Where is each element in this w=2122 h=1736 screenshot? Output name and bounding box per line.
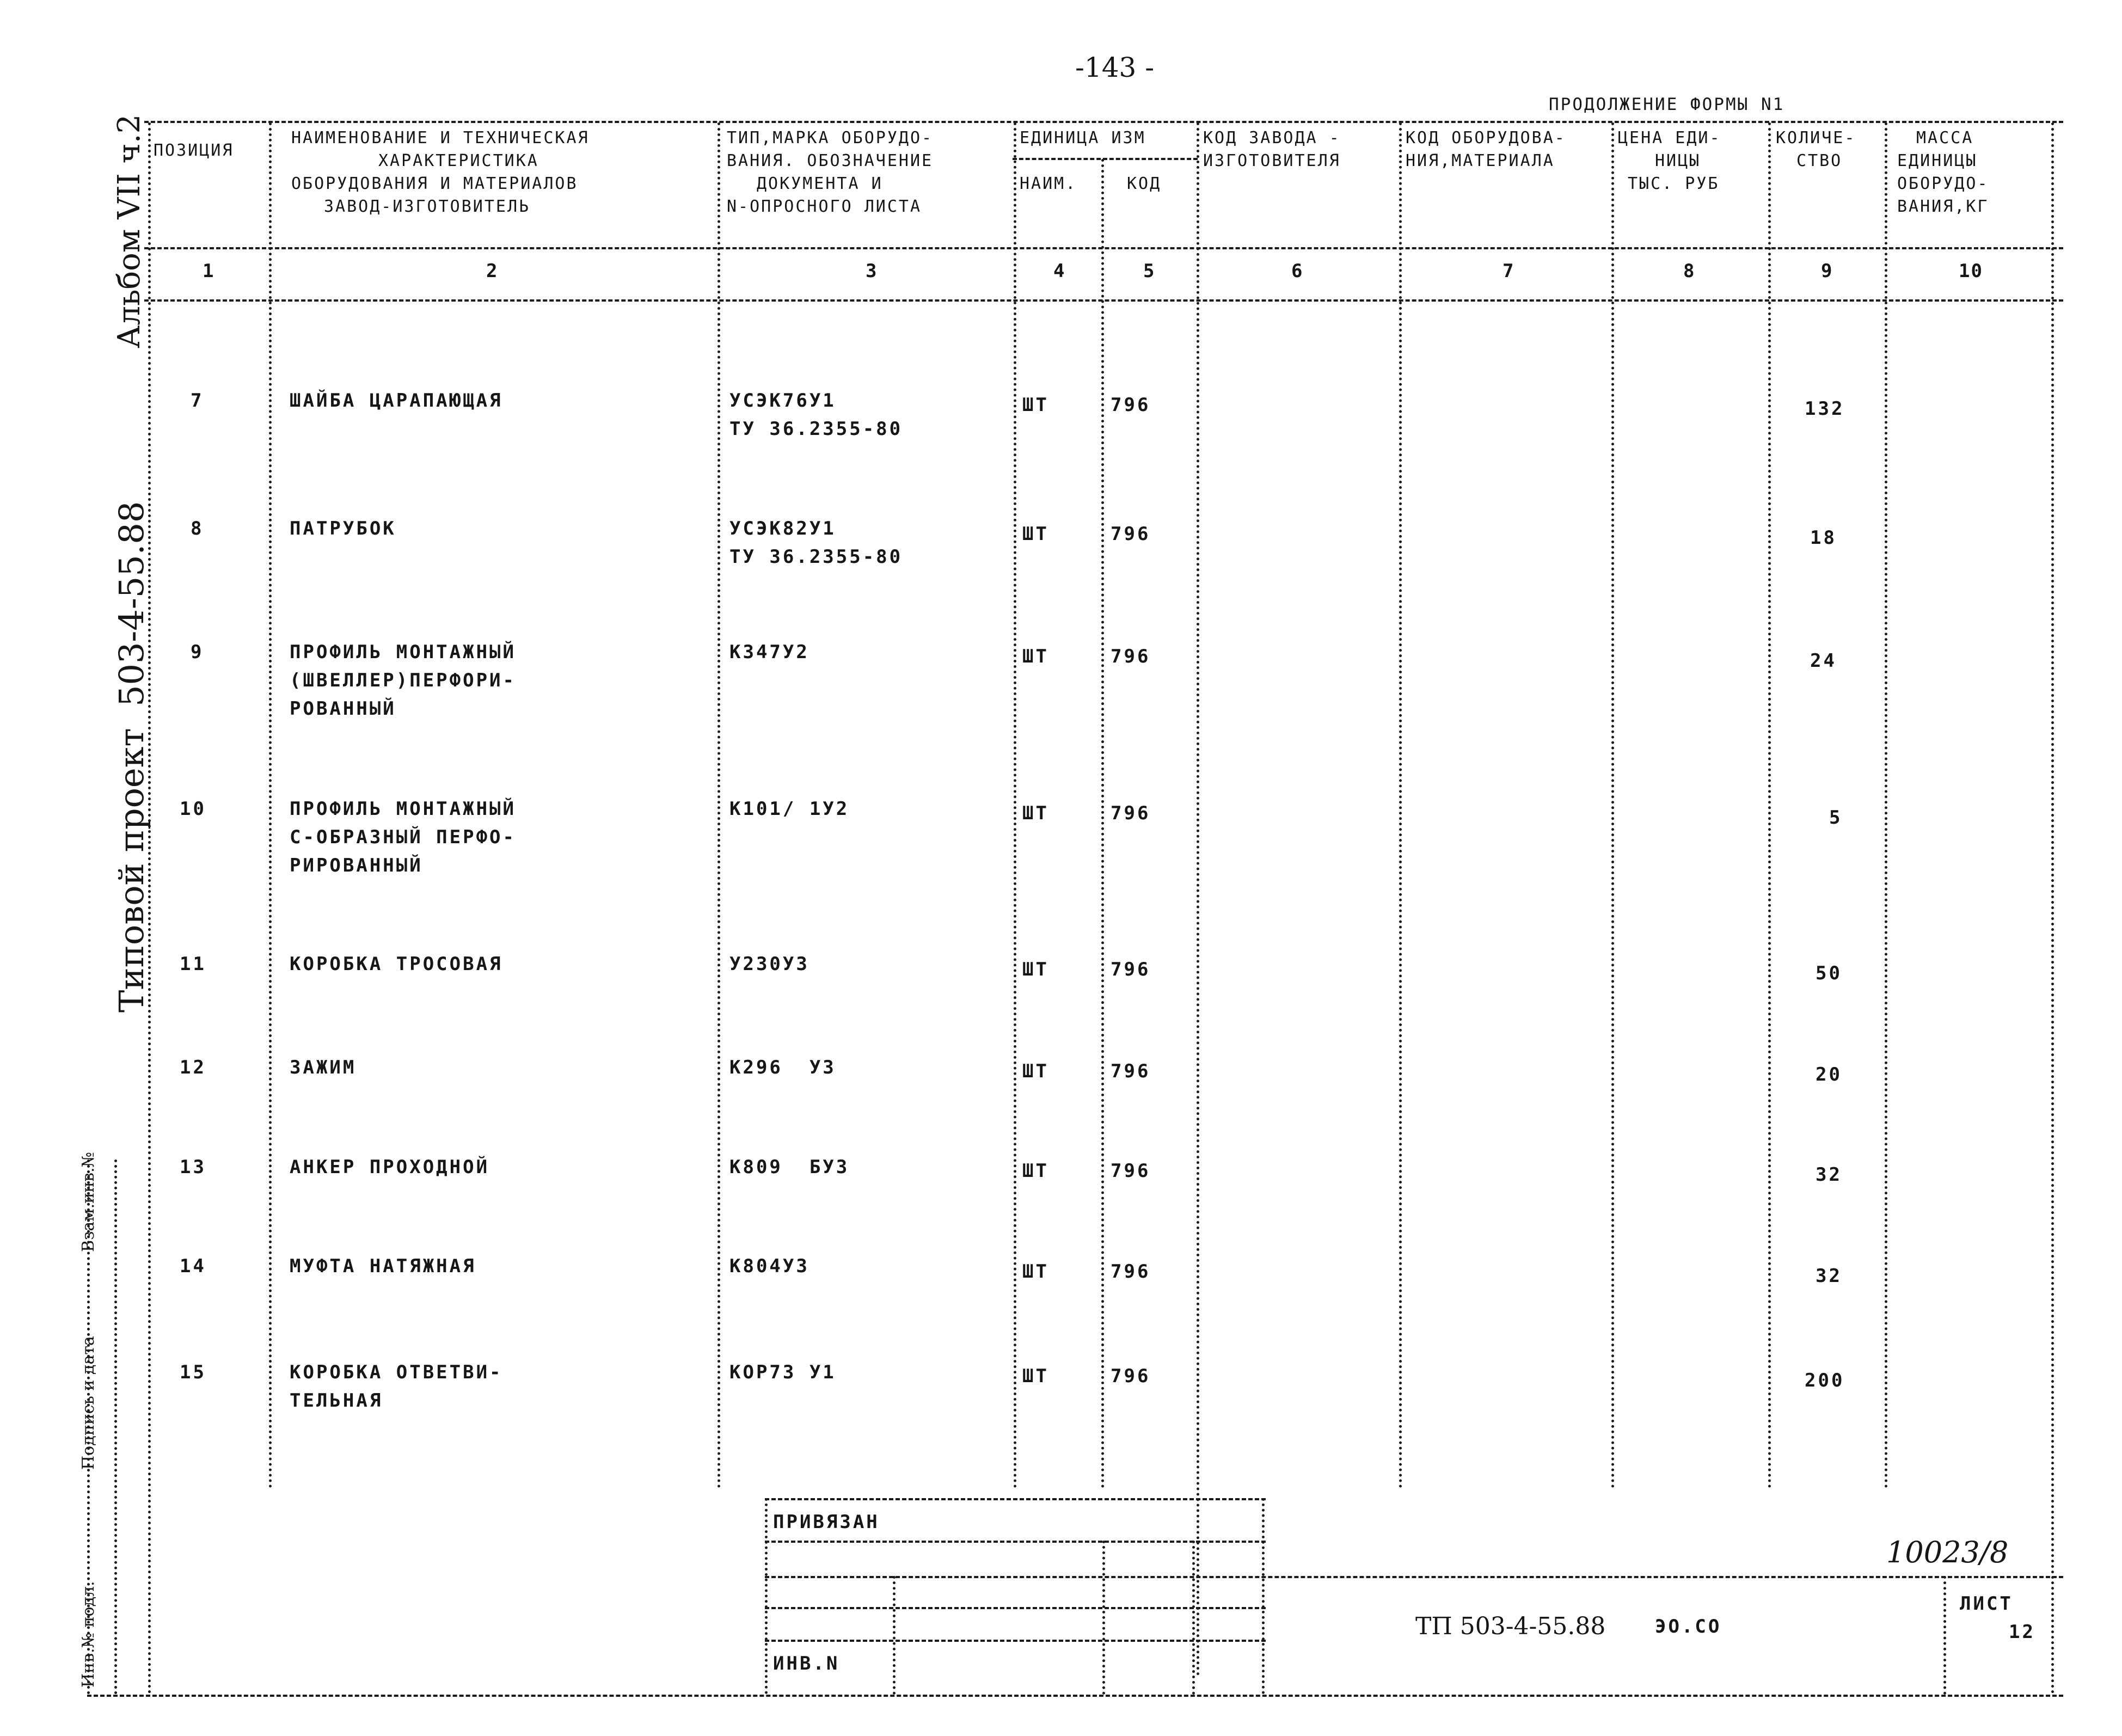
row-qty: 24 xyxy=(1810,650,1837,672)
continuation-label: ПРОДОЛЖЕНИЕ ФОРМЫ N1 xyxy=(1549,95,1785,114)
stamp-col-sheet xyxy=(1943,1576,1946,1695)
colnum-10: 10 xyxy=(1959,260,1983,282)
stamp-label-inv: Инв.№ подл. xyxy=(79,1581,98,1688)
row-unit: ШТ xyxy=(1022,1060,1049,1082)
stamp-label-replace: Взам.инв.№ xyxy=(79,1152,98,1252)
col-line-5 xyxy=(1197,122,1199,1677)
row-code: 796 xyxy=(1111,1060,1151,1082)
row-type-line: УСЭК82У1 xyxy=(729,518,836,539)
privyazan-label: ПРИВЯЗАН xyxy=(773,1511,880,1533)
header-col4: НАИМ. xyxy=(1020,174,1077,193)
inv-label: ИНВ.N xyxy=(773,1653,840,1674)
row-qty: 5 xyxy=(1829,807,1843,829)
row-type-line: ТУ 36.2355-80 xyxy=(729,546,903,568)
colnum-2: 2 xyxy=(486,260,499,282)
row-qty: 32 xyxy=(1816,1265,1842,1287)
header-col6-line2: ИЗГОТОВИТЕЛЯ xyxy=(1203,151,1341,170)
header-col7-line1: КОД ОБОРУДОВА- xyxy=(1406,128,1566,148)
row-name-line: ПАТРУБОК xyxy=(290,518,396,539)
row-qty: 20 xyxy=(1816,1064,1842,1085)
row-qty: 132 xyxy=(1805,398,1845,420)
colnum-1: 1 xyxy=(203,260,215,282)
row-name-line: МУФТА НАТЯЖНАЯ xyxy=(290,1255,476,1277)
row-unit: ШТ xyxy=(1022,394,1049,416)
row-unit: ШТ xyxy=(1022,1365,1049,1387)
colnum-3: 3 xyxy=(866,260,878,282)
header-col10-line3: ОБОРУДО- xyxy=(1897,174,1989,193)
row-type-line: К101/ 1У2 xyxy=(729,798,850,820)
row-name-line: ПРОФИЛЬ МОНТАЖНЫЙ xyxy=(290,798,516,820)
header-col10-line2: ЕДИНИЦЫ xyxy=(1897,151,1978,170)
row-pos: 15 xyxy=(180,1361,206,1383)
header-col2-line4: ЗАВОД-ИЗГОТОВИТЕЛЬ xyxy=(324,197,531,216)
header-col10-line1: МАССА xyxy=(1916,128,1974,148)
colnum-9: 9 xyxy=(1821,260,1833,282)
stamp-rule-2 xyxy=(765,1541,1266,1543)
row-type-line: К809 БУ3 xyxy=(729,1156,850,1178)
row-code: 796 xyxy=(1111,1261,1151,1283)
col-line-4 xyxy=(1101,159,1104,1489)
header-col9-line2: СТВО xyxy=(1796,151,1843,170)
header-col8-line3: ТЫС. РУБ xyxy=(1628,174,1720,193)
header-col9-line1: КОЛИЧЕ- xyxy=(1776,128,1856,148)
row-code: 796 xyxy=(1111,394,1151,416)
row-name-line: РОВАННЫЙ xyxy=(290,698,396,720)
row-code: 796 xyxy=(1111,1365,1151,1387)
header-col2-line1: НАИМЕНОВАНИЕ И ТЕХНИЧЕСКАЯ xyxy=(291,128,590,148)
row-pos: 10 xyxy=(180,798,206,820)
header-col5: КОД xyxy=(1127,174,1162,193)
col-line-3 xyxy=(1014,122,1016,1489)
row-name-line: РИРОВАННЫЙ xyxy=(290,855,423,876)
row-name-line: КОРОБКА ОТВЕТВИ- xyxy=(290,1361,503,1383)
side-title: Типовой проект 503-4-55.88 xyxy=(112,501,151,1013)
row-type-line: К804У3 xyxy=(729,1255,809,1277)
row-type-line: К347У2 xyxy=(729,641,809,663)
row-pos: 7 xyxy=(191,390,204,412)
header-col8-line1: ЦЕНА ЕДИ- xyxy=(1618,128,1721,148)
row-code: 796 xyxy=(1111,959,1151,980)
col-line-1 xyxy=(269,122,272,1489)
stamp-rule-5 xyxy=(765,1640,1266,1642)
row-unit: ШТ xyxy=(1022,523,1049,545)
row-type-line: К296 У3 xyxy=(729,1057,836,1078)
colnum-6: 6 xyxy=(1291,260,1304,282)
row-pos: 12 xyxy=(180,1057,206,1078)
row-name-line: ЗАЖИМ xyxy=(290,1057,357,1078)
stamp-rule-4 xyxy=(765,1607,1266,1609)
row-unit: ШТ xyxy=(1022,1160,1049,1182)
col-line-8 xyxy=(1768,122,1771,1489)
row-unit: ШТ xyxy=(1022,646,1049,667)
stamp-col-d xyxy=(1192,1541,1195,1695)
row-name-line: АНКЕР ПРОХОДНОЙ xyxy=(290,1156,490,1178)
row-type-line: КОР73 У1 xyxy=(729,1361,836,1383)
col-line-6 xyxy=(1399,122,1402,1489)
col-line-2 xyxy=(717,122,720,1489)
row-pos: 13 xyxy=(180,1156,206,1178)
header-col2-line2: ХАРАКТЕРИСТИКА xyxy=(378,151,539,170)
row-qty: 32 xyxy=(1816,1164,1842,1186)
header-col10-line4: ВАНИЯ,КГ xyxy=(1897,197,1989,216)
stamp-rule-1 xyxy=(765,1498,1266,1500)
rule-top xyxy=(144,121,2063,123)
colnum-8: 8 xyxy=(1683,260,1696,282)
row-pos: 11 xyxy=(180,953,206,975)
col-line-left xyxy=(148,122,151,1695)
colnum-4: 4 xyxy=(1053,260,1066,282)
row-name-line: КОРОБКА ТРОСОВАЯ xyxy=(290,953,503,975)
row-pos: 9 xyxy=(191,641,204,663)
row-name-line: ТЕЛЬНАЯ xyxy=(290,1390,383,1412)
col-line-7 xyxy=(1611,122,1614,1489)
row-code: 796 xyxy=(1111,1160,1151,1182)
stamp-col-a xyxy=(765,1498,768,1694)
row-name-line: С-ОБРАЗНЫЙ ПЕРФО- xyxy=(290,826,516,848)
rule-units xyxy=(1013,158,1198,160)
side-album: Альбом VII ч.2 xyxy=(112,114,147,348)
header-col45: ЕДИНИЦА ИЗМ xyxy=(1020,128,1146,148)
col-line-9 xyxy=(1885,122,1887,1489)
header-col2-line3: ОБОРУДОВАНИЯ И МАТЕРИАЛОВ xyxy=(291,174,578,193)
row-code: 796 xyxy=(1111,802,1151,824)
row-qty: 200 xyxy=(1805,1370,1845,1391)
stamp-col-b xyxy=(893,1576,896,1695)
header-col3-line3: ДОКУМЕНТА И xyxy=(757,174,883,193)
row-qty: 18 xyxy=(1810,527,1837,549)
stamp-col-e xyxy=(1262,1498,1265,1694)
sheet-number: 12 xyxy=(2009,1621,2035,1643)
row-code: 796 xyxy=(1111,646,1151,667)
stamp-col-c xyxy=(1102,1541,1105,1695)
row-qty: 50 xyxy=(1816,962,1842,984)
doc-code: ТП 503-4-55.88 xyxy=(1415,1612,1606,1640)
row-code: 796 xyxy=(1111,523,1151,545)
header-col8-line2: НИЦЫ xyxy=(1655,151,1701,170)
row-pos: 8 xyxy=(191,518,204,539)
row-unit: ШТ xyxy=(1022,959,1049,980)
row-name-line: (ШВЕЛЛЕР)ПЕРФОРИ- xyxy=(290,670,516,691)
header-col3-line4: N-ОПРОСНОГО ЛИСТА xyxy=(727,197,922,216)
colnum-7: 7 xyxy=(1502,260,1515,282)
header-col6-line1: КОД ЗАВОДА - xyxy=(1203,128,1341,148)
stamp-rule-3 xyxy=(765,1576,2063,1578)
stamp-line-b xyxy=(114,1160,117,1695)
doc-suffix: ЭО.СО xyxy=(1655,1616,1722,1637)
row-unit: ШТ xyxy=(1022,802,1049,824)
row-pos: 14 xyxy=(180,1255,206,1277)
col-line-right xyxy=(2051,122,2054,1695)
row-name-line: ШАЙБА ЦАРАПАЮЩАЯ xyxy=(290,390,503,412)
row-type-line: У230У3 xyxy=(729,953,809,975)
colnum-5: 5 xyxy=(1143,260,1156,282)
row-type-line: УСЭК76У1 xyxy=(729,390,836,412)
header-col7-line2: НИЯ,МАТЕРИАЛА xyxy=(1406,151,1555,170)
page-number: -143 - xyxy=(1075,52,1155,83)
row-type-line: ТУ 36.2355-80 xyxy=(729,418,903,440)
row-name-line: ПРОФИЛЬ МОНТАЖНЫЙ xyxy=(290,641,516,663)
header-col1: ПОЗИЦИЯ xyxy=(154,141,234,160)
rule-bottom xyxy=(87,1695,2063,1697)
stamp-label-sign: Подпись и дата xyxy=(79,1336,98,1470)
header-col3-line1: ТИП,МАРКА ОБОРУДО- xyxy=(727,128,934,148)
stamp-line-a xyxy=(87,1160,90,1695)
handwritten-note: 10023/8 xyxy=(1886,1535,2009,1569)
sheet-label: ЛИСТ xyxy=(1960,1593,2013,1615)
row-unit: ШТ xyxy=(1022,1261,1049,1283)
header-col3-line2: ВАНИЯ. ОБОЗНАЧЕНИЕ xyxy=(727,151,934,170)
